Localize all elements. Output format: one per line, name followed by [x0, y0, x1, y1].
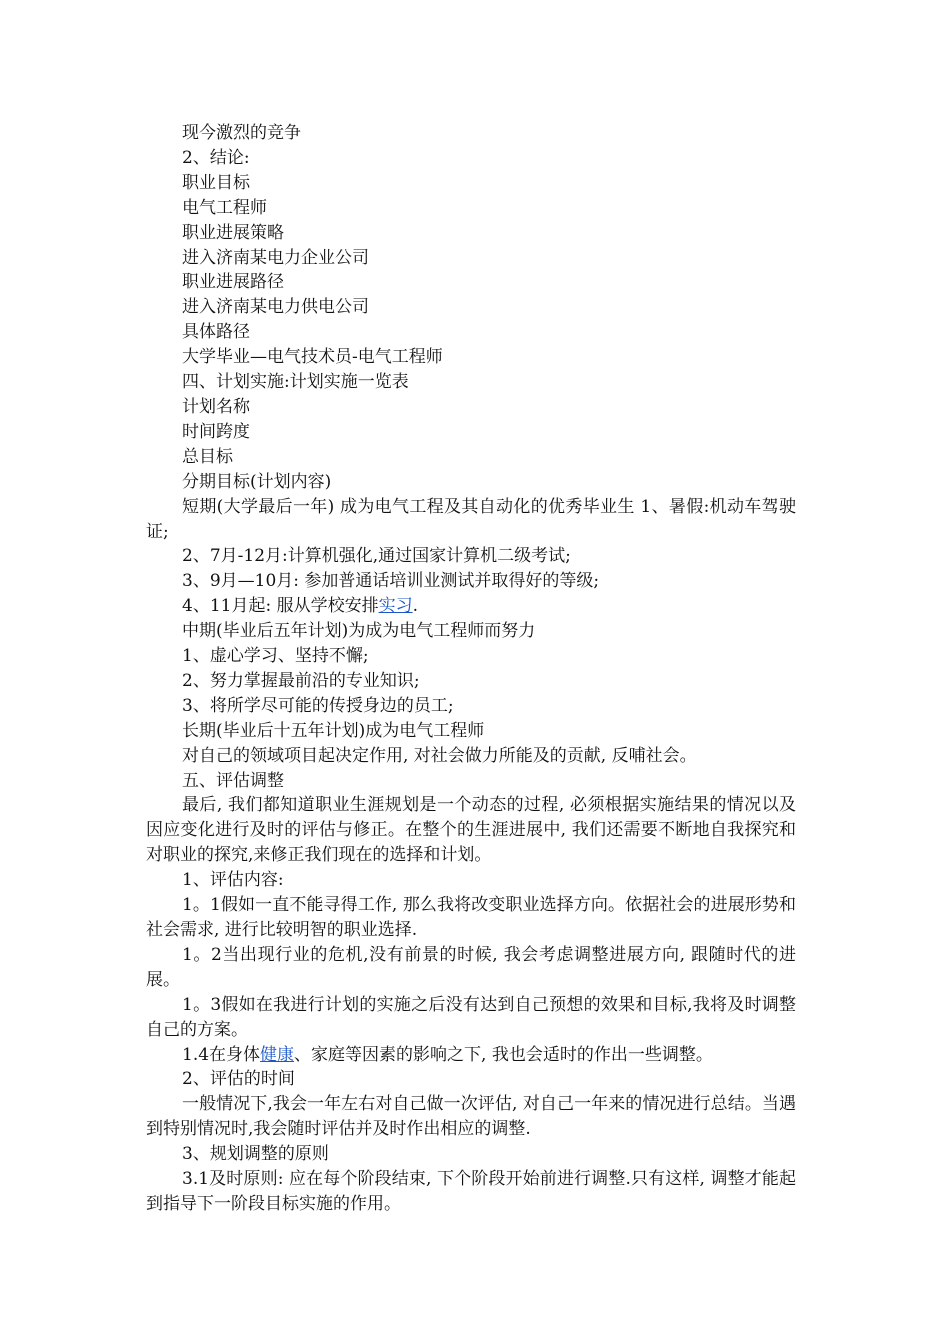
- paragraph: 1。2当出现行业的危机,没有前景的时候, 我会考虑调整进展方向, 跟随时代的进展。: [146, 944, 796, 990]
- internship-link[interactable]: 实习: [378, 596, 413, 617]
- paragraph: 职业进展路径: [182, 272, 284, 293]
- paragraph: 3、规划调整的原则: [182, 1144, 329, 1165]
- paragraph: 职业目标: [182, 172, 250, 193]
- paragraph: 长期(毕业后十五年计划)成为电气工程师: [182, 720, 485, 741]
- paragraph: 最后, 我们都知道职业生涯规划是一个动态的过程, 必须根据实施结果的情况以及因应变化进行及时的评估与修正。在整个的生涯进展中, 我们还需要不断地自我探究和对职业的探究,来修正我们现在的选择和计划。: [146, 795, 796, 866]
- paragraph: 进入济南某电力供电公司: [182, 297, 369, 318]
- paragraph: 2、评估的时间: [182, 1069, 295, 1090]
- paragraph-with-link: [146, 594, 796, 619]
- paragraph-text: .: [412, 596, 418, 617]
- paragraph: 计划名称: [182, 396, 250, 417]
- paragraph-text: 、家庭等因素的影响之下, 我也会适时的作出一些调整。: [294, 1044, 713, 1065]
- paragraph: 1。1假如一直不能寻得工作, 那么我将改变职业选择方向。依据社会的进展形势和社会需求, 进行比较明智的职业选择.: [146, 895, 796, 940]
- paragraph: 3、9月—10月: 参加普通话培训业测试并取得好的等级;: [182, 571, 600, 592]
- paragraph: 现今激烈的竞争: [182, 123, 301, 143]
- health-link[interactable]: 健康: [260, 1044, 295, 1065]
- paragraph: 1。3假如在我进行计划的实施之后没有达到自己预想的效果和目标,我将及时调整自己的方案。: [146, 994, 796, 1040]
- document-body: [146, 121, 796, 1217]
- paragraph: 中期(毕业后五年计划)为成为电气工程师而努力: [182, 621, 536, 642]
- paragraph: 1、评估内容:: [182, 870, 284, 891]
- paragraph: 3.1及时原则: 应在每个阶段结束, 下个阶段开始前进行调整.只有这样, 调整才能起到指导下一阶段目标实施的作用。: [146, 1169, 796, 1214]
- paragraph: 总目标: [182, 446, 233, 467]
- paragraph: 分期目标(计划内容): [182, 471, 332, 492]
- paragraph: 一般情况下,我会一年左右对自己做一次评估, 对自己一年来的情况进行总结。当遇到特别情况时,我会随时评估并及时作出相应的调整.: [146, 1094, 796, 1140]
- paragraph: 对自己的领域项目起决定作用, 对社会做力所能及的贡献, 反哺社会。: [182, 745, 697, 766]
- section-heading: 五、评估调整: [182, 770, 284, 791]
- paragraph: 2、结论:: [182, 147, 250, 168]
- paragraph: 1、虚心学习、坚持不懈;: [182, 646, 369, 667]
- paragraph: 进入济南某电力企业公司: [182, 247, 369, 268]
- paragraph: 2、7月-12月:计算机强化,通过国家计算机二级考试;: [182, 546, 571, 567]
- paragraph-text: 4、11月起: 服从学校安排: [182, 596, 379, 617]
- paragraph: 时间跨度: [182, 421, 250, 442]
- paragraph: 2、努力掌握最前沿的专业知识;: [182, 670, 420, 691]
- paragraph-text: 1.4在身体: [182, 1044, 261, 1065]
- paragraph: 电气工程师: [182, 197, 267, 218]
- paragraph: 短期(大学最后一年) 成为电气工程及其自动化的优秀毕业生 1、暑假:机动车驾驶证;: [146, 496, 796, 542]
- paragraph: 职业进展策略: [182, 222, 284, 243]
- section-heading: 四、计划实施:计划实施一览表: [182, 372, 409, 393]
- paragraph: 大学毕业—电气技术员-电气工程师: [182, 347, 443, 368]
- paragraph: 具体路径: [182, 322, 250, 343]
- paragraph: 3、将所学尽可能的传授身边的员工;: [182, 695, 454, 716]
- paragraph-with-link: [146, 1043, 796, 1068]
